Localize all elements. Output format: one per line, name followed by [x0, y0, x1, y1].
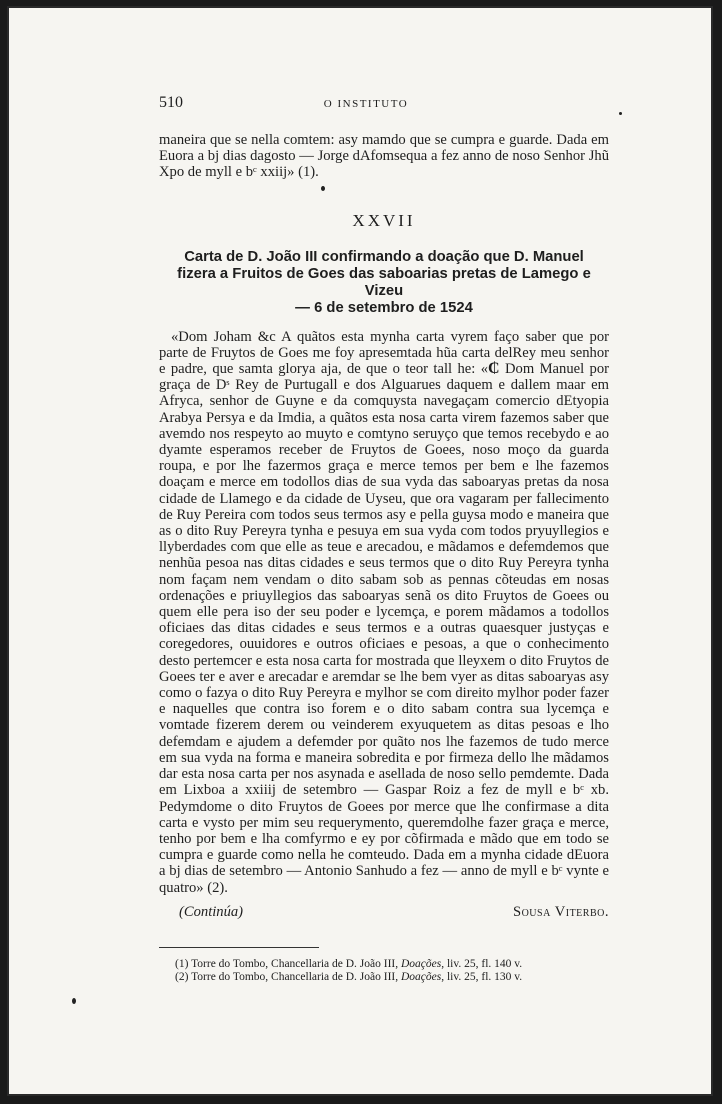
- footnote-1: [175, 958, 609, 972]
- continued-paragraph: maneira que se nella comtem: asy mamdo que se cumpra e guarde. Dada em Euora a bj dias dagosto — Jorge dAfomsequa a fez anno de noso Senhor Jhũ Xpo de myll e bᶜ xxiij» (1).: [159, 132, 609, 181]
- page-content: [159, 94, 609, 985]
- signature-line: [159, 904, 609, 921]
- section-number: XXVII: [352, 210, 416, 230]
- body-text-after-mark: Dom Manuel por graça de Dˢ Rey de Purtugall e dos Alguarues daquem e dallem maar em Afryca, senhor de Guyne e da comquysta navegaçam comercio dEtyopia Arabya Persya e da Imdia, a quãtos esta nosa carta virem fazemos saber que avemdo nos respeyto ao muyto e comtyno seruyço que temos recebydo e ao dyamte esperamos receber de Fruytos de Goees, noso moço da guarda roupa, e por lhe fazermos graça e merce temos per bem e lhe fazemos doaçam e merce em todollos dias de sua vyda das saboaryas pretas da nosa cidade de Llamego e da cidade de Uyseu, que ora vagaram per fallecimento de Ruy Pereira com todos seus termos asy e pella guysa modo e maneira que as o dito Ruy Pereyra tynha e pesuya em sua vyda com todos pryuyllegios e llyberdades com que elle as teue e arecadou, e mãdamos e defemdemos que nenhũa pesoa nas ditas cidades e seus termos que o dito Ruy Pereyra tynha nom façam nem vendam o dito sabam sob as pennas cõteudas em nosas ordenações e priuyllegios das saboaryas senã os dito Fruytos de Goees ou quem elle pera iso der seu poder e lycemça, e porem mãdamos a todollos oficiaes das ditas cidades e seus termos e a outras quaesquer justyças e coregedores, ouuidores e outros oficiaes e pesoas, a que o conhecimento desto pertemcer e esta nosa carta for mostrada que lleyxem o dito Fruytos de Goees ter e aver e arecadar e aremdar se lhe bem vyer as ditas saboaryas asy como o fazya o dito Ruy Pereyra e mylhor se com direito mylhor poder fazer e naquelles que contra iso forem e o dito sabam contra sua lycemça e vomtade fizerem derem ou veinderem exyuquetem as ditas pesoas e lho defemdam e ajudem a defemder por quãto nos lhe fazemos de tudo merce em sua vyda na forma e maneira sobredita e por firmeza dello lhe mãdamos dar esta nosa carta per nos asynada e asellada de noso sello pemdemte. Dada em Lixboa a xxiiij de setembro — Gaspar Roiz a fez de myll e bᶜ xb. Pedymdome o dito Fruytos de Goees por merce que lhe confirmase a dita carta e vysto per mim seu requerymento, queremdolhe fazer graça e merce, tenho por bem e lha comfyrmo e ey por cõfirmada e mãdo que em todo se cumpra e guarde como nella he comteudo. Dada em a mynha cidade dEuora a bj dias de setembro — Antonio Sanhudo a fez — anno de myll e bᶜ vynte e quatro» (2).: [159, 361, 610, 896]
- ink-speck: [321, 186, 325, 191]
- footnote-divider: [159, 947, 319, 948]
- footnote-1-suffix: , liv. 25, fl. 140 v.: [441, 957, 523, 970]
- paragraph-mark-icon: ₵: [488, 360, 500, 378]
- running-head: [159, 94, 609, 112]
- footnote-1-work: Doações: [400, 957, 442, 970]
- journal-title: O INSTITUTO: [323, 98, 409, 110]
- footnote-2-prefix: (2) Torre do Tombo, Chancellaria de D. João III,: [175, 971, 401, 984]
- ink-speck: [619, 112, 622, 115]
- author-signature: Sousa Viterbo.: [512, 903, 609, 920]
- footnote-2-suffix: , liv. 25, fl. 130 v.: [441, 971, 523, 984]
- body-text-before-mark: «Dom Joham &c A quãtos esta mynha carta vyrem faço saber que por parte de Fruytos de Goes me foy apresemtada hũa carta delRey meu senhor e padre, que samta glorya aja, de que o teor tall he: «: [159, 328, 609, 378]
- document-title-line-2: fizera a Fruitos de Goes das saboarias pretas de Lamego e Vizeu: [177, 265, 591, 299]
- footnote-2: [175, 971, 609, 985]
- document-title: [159, 249, 609, 317]
- footnotes: [175, 958, 609, 985]
- page-number: 510: [159, 94, 183, 111]
- document-body: [159, 329, 609, 896]
- page: [7, 6, 713, 1096]
- ink-speck: [72, 998, 76, 1004]
- footnote-2-work: Doações: [400, 971, 442, 984]
- document-title-line-1: Carta de D. João III confirmando a doação que D. Manuel: [184, 248, 584, 265]
- document-title-line-3: — 6 de setembro de 1524: [295, 299, 473, 316]
- footnote-1-prefix: (1) Torre do Tombo, Chancellaria de D. João III,: [175, 957, 401, 970]
- continua-label: (Continúa): [179, 903, 244, 920]
